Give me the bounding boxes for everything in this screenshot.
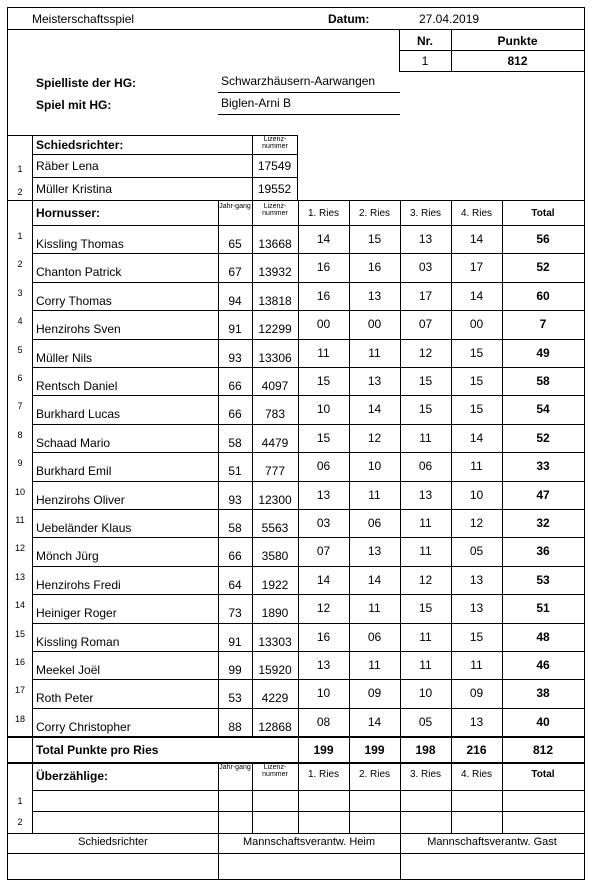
hornusser-row-total: 38 bbox=[536, 686, 550, 701]
ueberzaehlige-jahrgang-header: Jahr-gang bbox=[219, 764, 251, 771]
hornusser-row-ries-3: 11 bbox=[419, 516, 432, 530]
hornusser-row-ries-4: 13 bbox=[469, 572, 484, 587]
hornusser-row-ries-1: 00 bbox=[316, 317, 331, 332]
hornusser-row-total: 48 bbox=[536, 629, 550, 644]
hornusser-row-ries-1: 06 bbox=[316, 459, 331, 474]
hornusser-row-nr: 10 bbox=[14, 486, 25, 497]
hornusser-row-ries-1: 13 bbox=[316, 658, 331, 672]
spielliste-value: Schwarzhäusern-Aarwangen bbox=[221, 74, 376, 88]
hornusser-row-ries-1: 08 bbox=[316, 714, 331, 729]
hornusser-row-jahrgang: 91 bbox=[228, 322, 242, 337]
hornusser-row-jahrgang: 64 bbox=[228, 577, 242, 592]
hornusser-row-name: Burkhard Emil bbox=[36, 464, 112, 479]
hornusser-row-lizenz: 13818 bbox=[258, 293, 292, 308]
hornusser-row-name: Meekel Joël bbox=[36, 663, 101, 677]
hornusser-row-lizenz: 15920 bbox=[258, 663, 292, 677]
hornusser-row-lizenz: 777 bbox=[264, 464, 286, 479]
hornusser-row-lizenz: 1922 bbox=[261, 577, 289, 592]
ueber-jahrgang-left bbox=[218, 762, 219, 833]
hornusser-row-ries-4: 11 bbox=[470, 459, 483, 474]
schiedsrichter-nr-1: 1 bbox=[17, 164, 23, 174]
hornusser-ries4-header: 4. Ries bbox=[460, 208, 493, 219]
hornusser-row-jahrgang: 58 bbox=[228, 521, 242, 535]
hornusser-row-name: Chanton Patrick bbox=[36, 265, 122, 280]
hornusser-row-jahrgang: 66 bbox=[228, 407, 242, 422]
hornusser-row-ries-2: 11 bbox=[368, 601, 381, 616]
schiedsrichter-lizenz-1: 17549 bbox=[257, 159, 292, 173]
hornusser-row-lizenz: 4097 bbox=[261, 379, 289, 393]
hornusser-row-ries-3: 11 bbox=[419, 430, 432, 445]
hornusser-row-total: 46 bbox=[536, 658, 550, 672]
hornusser-row-nr: 16 bbox=[14, 657, 25, 667]
hornusser-row-total: 47 bbox=[536, 487, 550, 502]
hornusser-row-jahrgang: 58 bbox=[228, 435, 242, 450]
datum-label: Datum: bbox=[328, 12, 370, 26]
hornusser-row-lizenz: 12300 bbox=[258, 492, 292, 507]
schiedsrichter-right-col bbox=[297, 135, 298, 200]
hornusser-row-jahrgang: 99 bbox=[228, 663, 242, 677]
hornusser-row-jahrgang: 93 bbox=[228, 350, 242, 365]
col-ries3-left bbox=[400, 200, 401, 833]
hornusser-row-lizenz: 3580 bbox=[261, 549, 289, 564]
hornusser-row-nr: 7 bbox=[17, 401, 23, 412]
ueberzaehlige-nr-2: 2 bbox=[17, 817, 23, 827]
hornusser-row-ries-3: 07 bbox=[418, 317, 433, 332]
schiedsrichter-name-1: Räber Lena bbox=[36, 159, 99, 173]
hornusser-row-ries-4: 13 bbox=[469, 601, 484, 616]
nr-value: 1 bbox=[421, 54, 429, 68]
hornusser-row-ries-4: 05 bbox=[469, 544, 484, 559]
col-ries4-left bbox=[451, 200, 452, 833]
hornusser-row-nr: 14 bbox=[14, 600, 25, 611]
ueber-bottom bbox=[8, 833, 584, 834]
hornusser-row-total: 58 bbox=[536, 374, 550, 388]
total-ries2: 199 bbox=[364, 743, 385, 757]
hornusser-row-name: Uebeländer Klaus bbox=[36, 521, 132, 535]
hornusser-row-total: 36 bbox=[536, 544, 550, 559]
hornusser-row-total: 51 bbox=[536, 601, 550, 616]
hornusser-row-ries-4: 15 bbox=[469, 345, 484, 360]
spielmit-underline bbox=[218, 114, 400, 115]
hornusser-row-name: Rentsch Daniel bbox=[36, 379, 118, 393]
hornusser-row-jahrgang: 67 bbox=[228, 265, 242, 280]
hornusser-row-lizenz: 12299 bbox=[258, 322, 292, 337]
hornusser-row-ries-2: 15 bbox=[367, 232, 382, 246]
spielliste-underline bbox=[218, 92, 400, 93]
hornusser-row-total: 54 bbox=[536, 402, 550, 417]
hornusser-row-nr: 13 bbox=[14, 571, 25, 582]
hornusser-row-ries-3: 06 bbox=[418, 459, 433, 474]
hornusser-row-name: Kissling Thomas bbox=[36, 237, 124, 251]
hornusser-row-ries-2: 11 bbox=[368, 345, 381, 360]
hornusser-row-jahrgang: 73 bbox=[228, 606, 242, 621]
hornusser-row-nr: 12 bbox=[14, 543, 25, 554]
hornusser-row-ries-1: 13 bbox=[316, 487, 331, 502]
schiedsrichter-nr-2: 2 bbox=[17, 187, 23, 197]
ueberzaehlige-ries2-header: 2. Ries bbox=[358, 769, 391, 780]
hornusser-row-name: Roth Peter bbox=[36, 691, 94, 706]
hornusser-row-lizenz: 5563 bbox=[261, 521, 289, 535]
signature-gast-label: Mannschaftsverantw. Gast bbox=[427, 836, 557, 848]
schiedsrichter-lizenz-header: Lizenz-nummer bbox=[262, 136, 288, 150]
hornusser-row-ries-1: 07 bbox=[316, 544, 331, 559]
hornusser-row-ries-2: 13 bbox=[367, 374, 382, 388]
hornusser-row-total: 32 bbox=[536, 516, 550, 530]
hornusser-row-name: Burkhard Lucas bbox=[36, 407, 121, 422]
hornusser-row-total: 40 bbox=[536, 714, 550, 729]
schiedsrichter-name-2: Müller Kristina bbox=[36, 182, 113, 196]
ueber-row-divider bbox=[32, 811, 584, 812]
spielliste-label: Spielliste der HG: bbox=[36, 76, 137, 90]
hornusser-row-ries-3: 12 bbox=[418, 345, 433, 360]
hornusser-row-ries-2: 06 bbox=[367, 629, 382, 644]
hornusser-ries2-header: 2. Ries bbox=[358, 208, 391, 219]
hornusser-row-name: Heiniger Roger bbox=[36, 606, 117, 621]
hornusser-row-name: Kissling Roman bbox=[36, 634, 120, 649]
hornusser-total-header: Total bbox=[531, 208, 555, 219]
hornusser-row-lizenz: 12868 bbox=[258, 719, 292, 734]
hornusser-row-ries-3: 11 bbox=[419, 658, 432, 672]
hornusser-row-name: Henzirohs Sven bbox=[36, 322, 121, 337]
hornusser-row-ries-1: 14 bbox=[316, 572, 331, 587]
hornusser-row-ries-1: 15 bbox=[316, 430, 331, 445]
hornusser-row-total: 7 bbox=[539, 317, 547, 332]
nr-box-divider bbox=[399, 50, 584, 51]
col-ries1-left bbox=[298, 200, 299, 833]
col-total-left bbox=[502, 200, 503, 833]
hornusser-row-name: Henzirohs Oliver bbox=[36, 492, 125, 507]
hornusser-ries1-header: 1. Ries bbox=[307, 208, 340, 219]
hornusser-row-nr: 18 bbox=[14, 713, 25, 724]
hornusser-row-jahrgang: 51 bbox=[228, 464, 242, 479]
hornusser-row-nr: 5 bbox=[17, 344, 23, 355]
hornusser-row-ries-4: 09 bbox=[469, 686, 484, 701]
hornusser-row-ries-3: 10 bbox=[418, 686, 433, 701]
hornusser-row-ries-1: 11 bbox=[317, 345, 330, 360]
hornusser-ries3-header: 3. Ries bbox=[409, 208, 442, 219]
hornusser-row-ries-1: 12 bbox=[316, 601, 331, 616]
hornusser-row-nr: 8 bbox=[17, 429, 23, 440]
hornusser-row-ries-1: 15 bbox=[316, 374, 331, 388]
hornusser-row-ries-4: 17 bbox=[469, 260, 484, 275]
hornusser-row-ries-3: 13 bbox=[418, 232, 433, 246]
hornusser-row-jahrgang: 66 bbox=[228, 379, 242, 393]
hornusser-row-ries-1: 16 bbox=[316, 288, 331, 303]
total-ries4: 216 bbox=[466, 743, 487, 757]
hornusser-row-ries-2: 11 bbox=[368, 487, 381, 502]
col-nr-separator bbox=[32, 135, 33, 833]
ueberzaehlige-ries4-header: 4. Ries bbox=[460, 769, 493, 780]
punkte-value: 812 bbox=[507, 54, 528, 68]
col-ries2-left bbox=[349, 200, 350, 833]
hornusser-row-total: 56 bbox=[536, 232, 550, 246]
hornusser-row-ries-2: 14 bbox=[367, 714, 382, 729]
signature-schiedsrichter-label: Schiedsrichter bbox=[78, 836, 148, 848]
signature-heim-label: Mannschaftsverantw. Heim bbox=[242, 836, 376, 848]
schiedsrichter-label: Schiedsrichter: bbox=[36, 138, 124, 152]
hornusser-row-ries-2: 09 bbox=[367, 686, 382, 701]
signature-col-2 bbox=[400, 833, 401, 879]
hornusser-row-ries-4: 12 bbox=[469, 516, 484, 530]
ueberzaehlige-ries1-header: 1. Ries bbox=[307, 769, 340, 780]
hornusser-row-ries-4: 15 bbox=[469, 402, 484, 417]
col-jahrgang-left bbox=[218, 200, 219, 736]
schiedsrichter-header-divider bbox=[32, 154, 298, 155]
hornusser-row-lizenz: 13668 bbox=[258, 237, 292, 251]
hornusser-row-ries-4: 13 bbox=[469, 714, 484, 729]
hornusser-row-ries-2: 13 bbox=[367, 288, 382, 303]
hornusser-row-lizenz: 783 bbox=[264, 407, 286, 422]
hornusser-row-nr: 6 bbox=[17, 373, 23, 383]
hornusser-row-ries-2: 14 bbox=[367, 402, 382, 417]
form-title: Meisterschaftsspiel bbox=[32, 12, 135, 26]
hornusser-row-lizenz: 13303 bbox=[258, 634, 292, 649]
signature-col-1 bbox=[218, 833, 219, 879]
datum-value: 27.04.2019 bbox=[419, 12, 480, 26]
hornusser-row-jahrgang: 94 bbox=[228, 293, 242, 308]
hornusser-row-ries-4: 14 bbox=[469, 288, 484, 303]
hornusser-row-total: 60 bbox=[536, 288, 550, 303]
ueberzaehlige-lizenz-header: Lizenz-nummer bbox=[262, 764, 288, 778]
ueber-header-divider bbox=[32, 790, 584, 791]
col-lizenz-left bbox=[252, 200, 253, 736]
schiedsrichter-row-divider bbox=[32, 177, 298, 178]
hornusser-row-jahrgang: 66 bbox=[228, 549, 242, 564]
hornusser-top bbox=[8, 200, 584, 201]
hornusser-row-name: Corry Christopher bbox=[36, 719, 131, 734]
hornusser-row-ries-3: 17 bbox=[418, 288, 433, 303]
hornusser-row-lizenz: 4229 bbox=[261, 691, 289, 706]
hornusser-jahrgang-header: Jahr-gang bbox=[219, 203, 251, 210]
hornusser-row-ries-1: 10 bbox=[316, 686, 331, 701]
hornusser-row-name: Corry Thomas bbox=[36, 293, 112, 308]
hornusser-row-nr: 3 bbox=[17, 287, 23, 298]
hornusser-row-nr: 9 bbox=[17, 458, 23, 469]
hornusser-row-ries-1: 10 bbox=[316, 402, 331, 417]
hornusser-row-ries-1: 16 bbox=[316, 629, 331, 644]
ueberzaehlige-total-header: Total bbox=[531, 769, 555, 780]
hornusser-row-ries-3: 13 bbox=[418, 487, 433, 502]
nr-label: Nr. bbox=[416, 34, 433, 48]
hornusser-row-ries-3: 11 bbox=[419, 629, 432, 644]
hornusser-row-jahrgang: 53 bbox=[228, 691, 242, 706]
hornusser-row-ries-3: 15 bbox=[418, 601, 433, 616]
hornusser-row-ries-3: 15 bbox=[418, 402, 433, 417]
hornusser-row-ries-3: 12 bbox=[418, 572, 433, 587]
total-row-bottom bbox=[8, 762, 584, 764]
hornusser-label: Hornusser: bbox=[36, 206, 101, 220]
ueberzaehlige-nr-1: 1 bbox=[17, 796, 23, 806]
hornusser-row-name: Schaad Mario bbox=[36, 435, 111, 450]
signature-divider bbox=[8, 853, 584, 854]
spielmit-value: Biglen-Arni B bbox=[221, 96, 292, 110]
hornusser-row-total: 49 bbox=[536, 345, 550, 360]
total-ries3: 198 bbox=[415, 743, 436, 757]
hornusser-row-total: 52 bbox=[536, 260, 550, 275]
hornusser-row-total: 53 bbox=[536, 572, 550, 587]
hornusser-row-jahrgang: 91 bbox=[228, 634, 242, 649]
hornusser-row-ries-1: 03 bbox=[316, 516, 331, 530]
hornusser-row-name: Mönch Jürg bbox=[36, 549, 99, 564]
hornusser-row-jahrgang: 93 bbox=[228, 492, 242, 507]
hornusser-row-ries-2: 00 bbox=[367, 317, 382, 332]
hornusser-row-lizenz: 4479 bbox=[261, 435, 289, 450]
hornusser-row-lizenz: 13306 bbox=[258, 350, 292, 365]
hornusser-row-ries-4: 14 bbox=[469, 430, 484, 445]
header-divider bbox=[8, 29, 584, 30]
grand-total: 812 bbox=[532, 743, 554, 757]
hornusser-row-nr: 15 bbox=[14, 628, 25, 639]
hornusser-row-ries-4: 11 bbox=[470, 658, 483, 672]
hornusser-row-name: Müller Nils bbox=[36, 350, 93, 365]
spielmit-label: Spiel mit HG: bbox=[36, 98, 112, 112]
hornusser-row-nr: 2 bbox=[17, 259, 23, 270]
match-sheet bbox=[7, 7, 585, 880]
hornusser-row-ries-3: 03 bbox=[418, 260, 433, 275]
hornusser-lizenz-header: Lizenz-nummer bbox=[262, 203, 288, 217]
hornusser-row-ries-2: 11 bbox=[368, 658, 381, 672]
hornusser-row-nr: 17 bbox=[14, 685, 25, 696]
hornusser-row-ries-2: 12 bbox=[367, 430, 382, 445]
ueberzaehlige-ries3-header: 3. Ries bbox=[409, 769, 442, 780]
hornusser-row-ries-2: 13 bbox=[367, 544, 382, 559]
hornusser-row-total: 33 bbox=[536, 459, 550, 474]
hornusser-row-nr: 11 bbox=[15, 515, 25, 525]
hornusser-row-nr: 1 bbox=[17, 231, 23, 241]
nr-box-bottom bbox=[399, 71, 584, 72]
hornusser-row-ries-3: 15 bbox=[418, 374, 433, 388]
schiedsrichter-lizenz-2: 19552 bbox=[257, 182, 292, 196]
total-ries1: 199 bbox=[313, 743, 334, 757]
hornusser-row-ries-1: 16 bbox=[316, 260, 331, 275]
hornusser-row-ries-4: 14 bbox=[469, 232, 484, 246]
hornusser-row-ries-2: 06 bbox=[367, 516, 382, 530]
hornusser-row-nr: 4 bbox=[17, 316, 23, 327]
total-row-top bbox=[8, 736, 584, 738]
punkte-label: Punkte bbox=[497, 34, 538, 48]
hornusser-row-jahrgang: 65 bbox=[228, 237, 242, 251]
hornusser-row-ries-4: 00 bbox=[469, 317, 484, 332]
hornusser-row-jahrgang: 88 bbox=[228, 719, 242, 734]
hornusser-row-ries-3: 05 bbox=[418, 714, 433, 729]
hornusser-row-ries-2: 16 bbox=[367, 260, 382, 275]
hornusser-row-lizenz: 1890 bbox=[261, 606, 289, 621]
ueberzaehlige-label: Überzählige: bbox=[36, 769, 109, 783]
hornusser-row-lizenz: 13932 bbox=[258, 265, 292, 280]
hornusser-row-ries-2: 10 bbox=[367, 459, 382, 474]
hornusser-row-total: 52 bbox=[536, 430, 550, 445]
ueber-lizenz-left bbox=[252, 762, 253, 833]
total-row-label: Total Punkte pro Ries bbox=[36, 743, 159, 757]
hornusser-row-ries-4: 10 bbox=[469, 487, 484, 502]
hornusser-row-name: Henzirohs Fredi bbox=[36, 577, 121, 592]
hornusser-row-ries-1: 14 bbox=[316, 232, 331, 246]
hornusser-row-ries-4: 15 bbox=[469, 629, 484, 644]
hornusser-row-ries-3: 11 bbox=[419, 544, 432, 559]
hornusser-row-ries-4: 15 bbox=[469, 374, 484, 388]
hornusser-row-ries-2: 14 bbox=[367, 572, 382, 587]
